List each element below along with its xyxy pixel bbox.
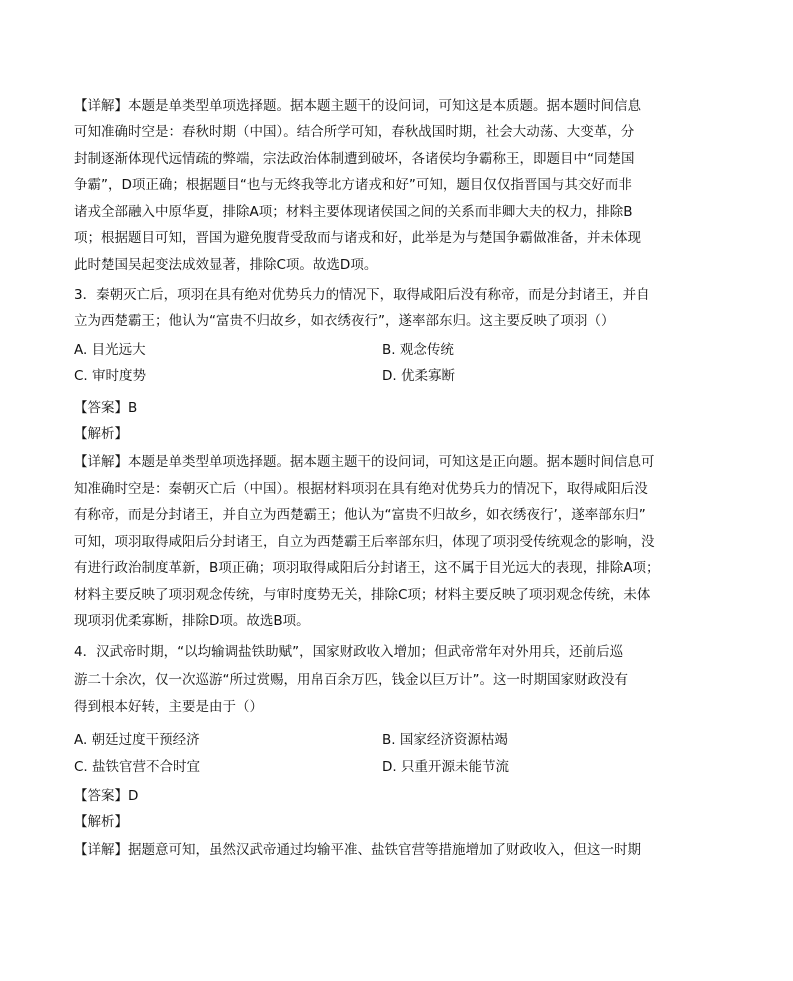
- q4-option-a: A. 朝廷过度干预经济: [74, 732, 200, 748]
- q4-option-b: B. 国家经济资源枯竭: [382, 732, 508, 748]
- detail-paragraph-line: 争霸”，D项正确；根据题目“也与无终我等北方诸戎和好”可知，题目仅仅指晋国与其交好而非: [74, 177, 632, 193]
- q3-option-c: C. 审时度势: [74, 368, 147, 384]
- question-3-stem: 3．秦朝灭亡后，项羽在具有绝对优势兵力的情况下，取得咸阳后没有称帝，而是分封诸王，并自: [74, 287, 650, 303]
- q3-option-a: A. 目光远大: [74, 342, 146, 358]
- q4-option-d: D. 只重开源未能节流: [382, 759, 509, 775]
- question-4-stem: 得到根本好转，主要是由于（）: [74, 699, 263, 715]
- q3-detail-line: 有进行政治制度革新，B项正确；项羽取得咸阳后分封诸王，这不属于目光远大的表现，排除A项；: [74, 560, 660, 576]
- detail-paragraph-line: 可知准确时空是：春秋时期（中国）。结合所学可知，春秋战国时期，社会大动荡、大变革，分: [74, 124, 635, 140]
- detail-paragraph-line: 诸戎全部融入中原华夏，排除A项；材料主要体现诸侯国之间的关系而非卿大夫的权力，排除B: [74, 204, 633, 220]
- detail-paragraph-line: 此时楚国吴起变法成效显著，排除C项。故选D项。: [74, 257, 378, 273]
- q3-detail-line: 可知，项羽取得咸阳后分封诸王，自立为西楚霸王后率部东归，体现了项羽受传统观念的影响，没: [74, 534, 655, 550]
- q4-option-c: C. 盐铁官营不合时宜: [74, 759, 201, 775]
- question-4-stem: 游二十余次，仅一次巡游“所过赏赐，用帛百余万匹，钱金以巨万计”。这一时期国家财政没有: [74, 672, 628, 688]
- detail-paragraph-line: 项；根据题目可知，晋国为避免腹背受敌而与诸戎和好，此举是为与楚国争霸做准备，并未体现: [74, 230, 641, 246]
- q3-detail-line: 知准确时空是：秦朝灭亡后（中国）。根据材料项羽在具有绝对优势兵力的情况下，取得咸阳后没: [74, 481, 648, 497]
- q4-analysis-label: 【解析】: [74, 814, 128, 830]
- q3-detail-line: 现项羽优柔寡断，排除D项。故选B项。: [74, 613, 310, 629]
- question-4-stem: 4．汉武帝时期，“以均输调盐铁助赋”，国家财政收入增加；但武帝常年对外用兵，还前后巡: [74, 644, 624, 660]
- q3-detail-line: 有称帝，而是分封诸王，并自立为西楚霸王；他认为“富贵不归故乡，如衣绣夜行’，遂率部东归”: [74, 507, 646, 523]
- q3-detail-line: 【详解】本题是单类型单项选择题。据本题主题干的设问词，可知这是正向题。据本题时间信息可: [74, 454, 655, 470]
- question-3-stem: 立为西楚霸王；他认为“富贵不归故乡，如衣绣夜行”，遂率部东归。这主要反映了项羽（）: [74, 313, 615, 329]
- q3-answer: 【答案】B: [74, 400, 138, 416]
- q4-detail-line: 【详解】据题意可知，虽然汉武帝通过均输平准、盐铁官营等措施增加了财政收入，但这一时期: [74, 842, 641, 858]
- q3-detail-line: 材料主要反映了项羽观念传统，与审时度势无关，排除C项；材料主要反映了项羽观念传统，未体: [74, 587, 651, 603]
- detail-paragraph-line: 【详解】本题是单类型单项选择题。据本题主题干的设问词，可知这是本质题。据本题时间信息: [74, 98, 641, 114]
- q4-answer: 【答案】D: [74, 788, 139, 804]
- detail-paragraph-line: 封制逐渐体现代远情疏的弊端，宗法政治体制遭到破坏，各诸侯均争霸称王，即题目中“同楚国: [74, 151, 635, 167]
- q3-analysis-label: 【解析】: [74, 426, 128, 442]
- q3-option-d: D. 优柔寡断: [382, 368, 455, 384]
- q3-option-b: B. 观念传统: [382, 342, 454, 358]
